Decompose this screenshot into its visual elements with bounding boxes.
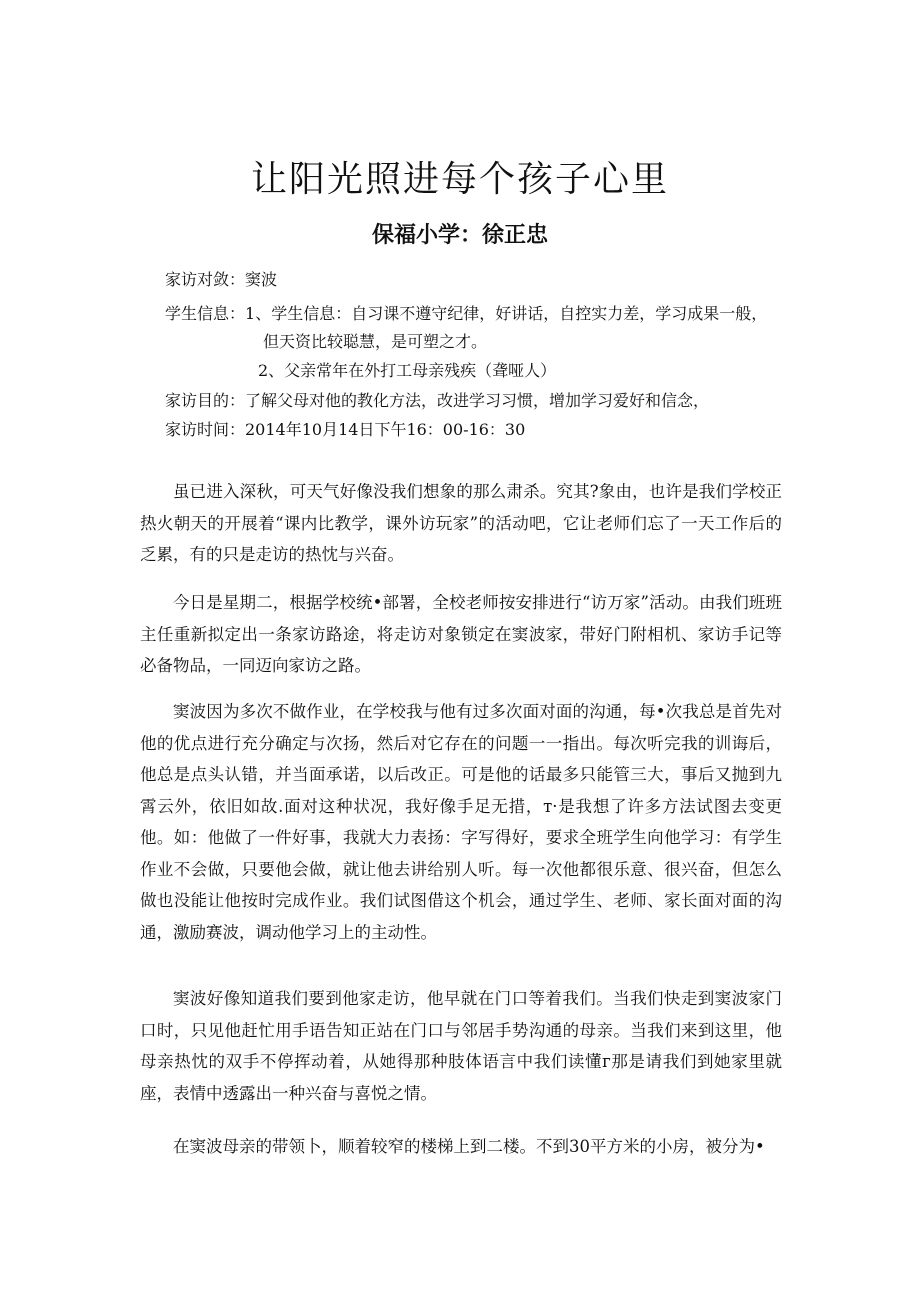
author-line: 保福小学：徐正忠 <box>371 223 548 248</box>
visit-target: 家访对敛：窦波 <box>165 270 278 289</box>
paragraph-2: 今日是星期二，根据学校统•部署，全校老师按安排进行“访万家”活动。由我们班班主任重新拟定出一条家访路途，将走访对象锁定在窦波家，带好门附相机、家访手记等必备物品，一同迈向家访之路。 <box>140 593 782 675</box>
student-info-line-2: 但天资比较聪慧，是可塑之才。 <box>263 332 488 351</box>
student-info-text-1: 1、学生信息：自习课不遵守纪律，好讲话，自控实力差，学习成果一般， <box>245 304 768 323</box>
paragraph-1: 虽已进入深秋，可天气好像没我们想象的那么肃杀。究其?象由，也许是我们学校正热火朝天的开展着“课内比教学，课外访玩家”的活动吧，它让老师们忘了一天工作后的乏累，有的只是走访的热忱与兴奋。 <box>140 482 782 564</box>
paragraph-5: 在窦波母亲的带领卜，顺着较窄的楼梯上到二楼。不到30平方米的小房，被分为• <box>173 1137 765 1156</box>
visit-time: 家访时间：2014年10月14日下午16：00-16：30 <box>165 420 526 439</box>
student-info-label: 学生信息： <box>165 304 246 323</box>
paragraph-4: 窦波好像知道我们要到他家走访，他早就在门口等着我们。当我们快走到窦波家门口时，只见他赶忙用手语告知正站在门口与邻居手势沟通的母亲。当我们来到这里，他母亲热忱的双手不停挥动着，从她得那种肢体语言中我们读懂г那是请我们到她家里就座，表情中透露出一种兴奋与喜悦之情。 <box>140 989 782 1103</box>
paragraph-3: 窦波因为多次不做作业，在学校我与他有过多次面对面的沟通，每•次我总是首先对他的优点进行充分确定与次扬，然后对它存在的问题一一指出。每次听完我的训诲后，他总是点头认错，并当面承诺，以后改正。可是他的话最多只能管三大，事后又抛到九霄云外，依旧如故.面对这种状况，我好像手足无措，т·是我想了许多方法试图去变更他。如：他做了一件好事，我就大力表扬：字写得好，要求全班学生向他学习：有学生作业不会做，只要他会做，就让他去讲给别人听。每一次他都很乐意、很兴奋，但怎么做也没能让他按时完成作业。我们试图借这个机会，通过学生、老师、家长面对面的沟通，激励赛波，调动他学习上的主动性。 <box>140 702 782 942</box>
student-info-line-3: 2、父亲常年在外打工母亲残疾（聋哑人） <box>258 361 557 380</box>
page-title: 让阳光照进每个孩子心里 <box>250 159 669 200</box>
student-info-line-1 <box>165 302 767 326</box>
visit-purpose: 家访目的：了解父母对他的教化方法，改进学习习惯，增加学习爱好和信念， <box>165 391 710 410</box>
